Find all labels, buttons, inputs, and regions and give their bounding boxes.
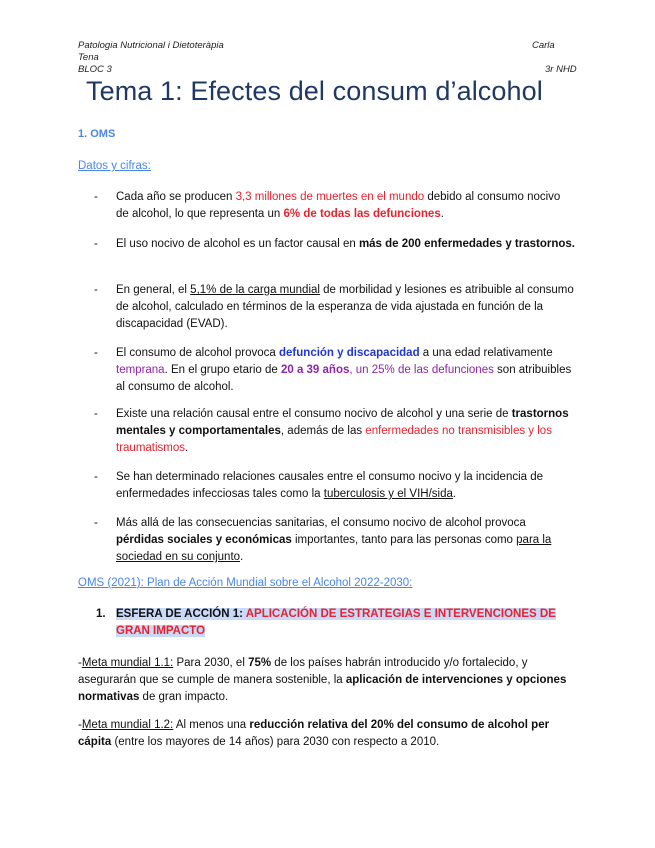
meta-1-2-paragraph: -Meta mundial 1.2: Al menos una reducción relativa del 20% del consumo de alcohol per cápita (entre los mayores de 14 años) para 2030 con respecto a 2010.	[78, 719, 550, 748]
bullet-dash: -	[94, 284, 98, 296]
header-course: Patologia Nutricional i Dietoteràpia	[78, 40, 224, 51]
bullet-text: El uso nocivo de alcohol es un factor causal en más de 200 enfermedades y trastornos.	[116, 238, 575, 250]
bullet-text: En general, el 5,1% de la carga mundial de morbilidad y lesiones es atribuible al consumo de alcohol, calculado en términos de la esperanza de vida ajustada en función de la discapacidad (EVAD).	[116, 284, 574, 330]
bullet-dash: -	[94, 408, 98, 420]
bullet-text: El consumo de alcohol provoca defunción y discapacidad a una edad relativamente temprana. En el grupo etario de 20 a 39 años, un 25% de las defunciones son atribuibles al consumo de alcohol.	[116, 347, 572, 393]
bullet-text: Cada año se producen 3,3 millones de muertes en el mundo debido al consumo nocivo de alcohol, lo que representa un 6% de todas las defunciones.	[116, 191, 561, 220]
meta-1-1-paragraph: -Meta mundial 1.1: Para 2030, el 75% de los países habrán introducido y/o fortalecido, y asegurarán que se cumple de manera sostenible, la aplicación de intervenciones y opciones normativas de gran impacto.	[78, 657, 567, 703]
header-author-first: Carla	[532, 40, 555, 51]
datos-cifras-link[interactable]: Datos y cifras:	[78, 160, 151, 172]
header-group: 3r NHD	[545, 64, 577, 75]
bullet-dash: -	[94, 191, 98, 203]
header-bloc: BLOC 3	[78, 64, 112, 75]
plan-accion-link[interactable]: OMS (2021): Plan de Acción Mundial sobre el Alcohol 2022-2030:	[78, 577, 413, 589]
esfera-title: APLICACIÓN DE ESTRATEGIAS E INTERVENCIONES DE GRAN IMPACTO	[116, 608, 556, 637]
section-heading: 1. OMS	[78, 128, 116, 140]
meta-1-2-label: Meta mundial 1.2:	[81, 719, 174, 731]
bullet-dash: -	[94, 238, 98, 250]
esfera-number: 1.	[96, 608, 106, 620]
page-title: Tema 1: Efectes del consum d’alcohol	[86, 76, 543, 106]
bullet-dash: -	[94, 517, 98, 529]
bullet-text: Se han determinado relaciones causales entre el consumo nocivo y la incidencia de enfermedades infecciosas tales como la tuberculosis y el VIH/sida.	[116, 471, 544, 500]
esfera-label: ESFERA DE ACCIÓN 1:	[116, 608, 246, 620]
bullet-text: Más allá de las consecuencias sanitarias, el consumo nocivo de alcohol provoca pérdidas sociales y económicas importantes, tanto para las personas como para la sociedad en su conjunto.	[116, 517, 552, 563]
header-author-last: Tena	[78, 52, 99, 63]
meta-1-1-label: Meta mundial 1.1:	[81, 657, 174, 669]
bullet-dash: -	[94, 347, 98, 359]
bullet-dash: -	[94, 471, 98, 483]
bullet-text: Existe una relación causal entre el consumo nocivo de alcohol y una serie de trastornos mentales y comportamentales, además de las enfermedades no transmisibles y los traumatismos.	[116, 408, 569, 454]
